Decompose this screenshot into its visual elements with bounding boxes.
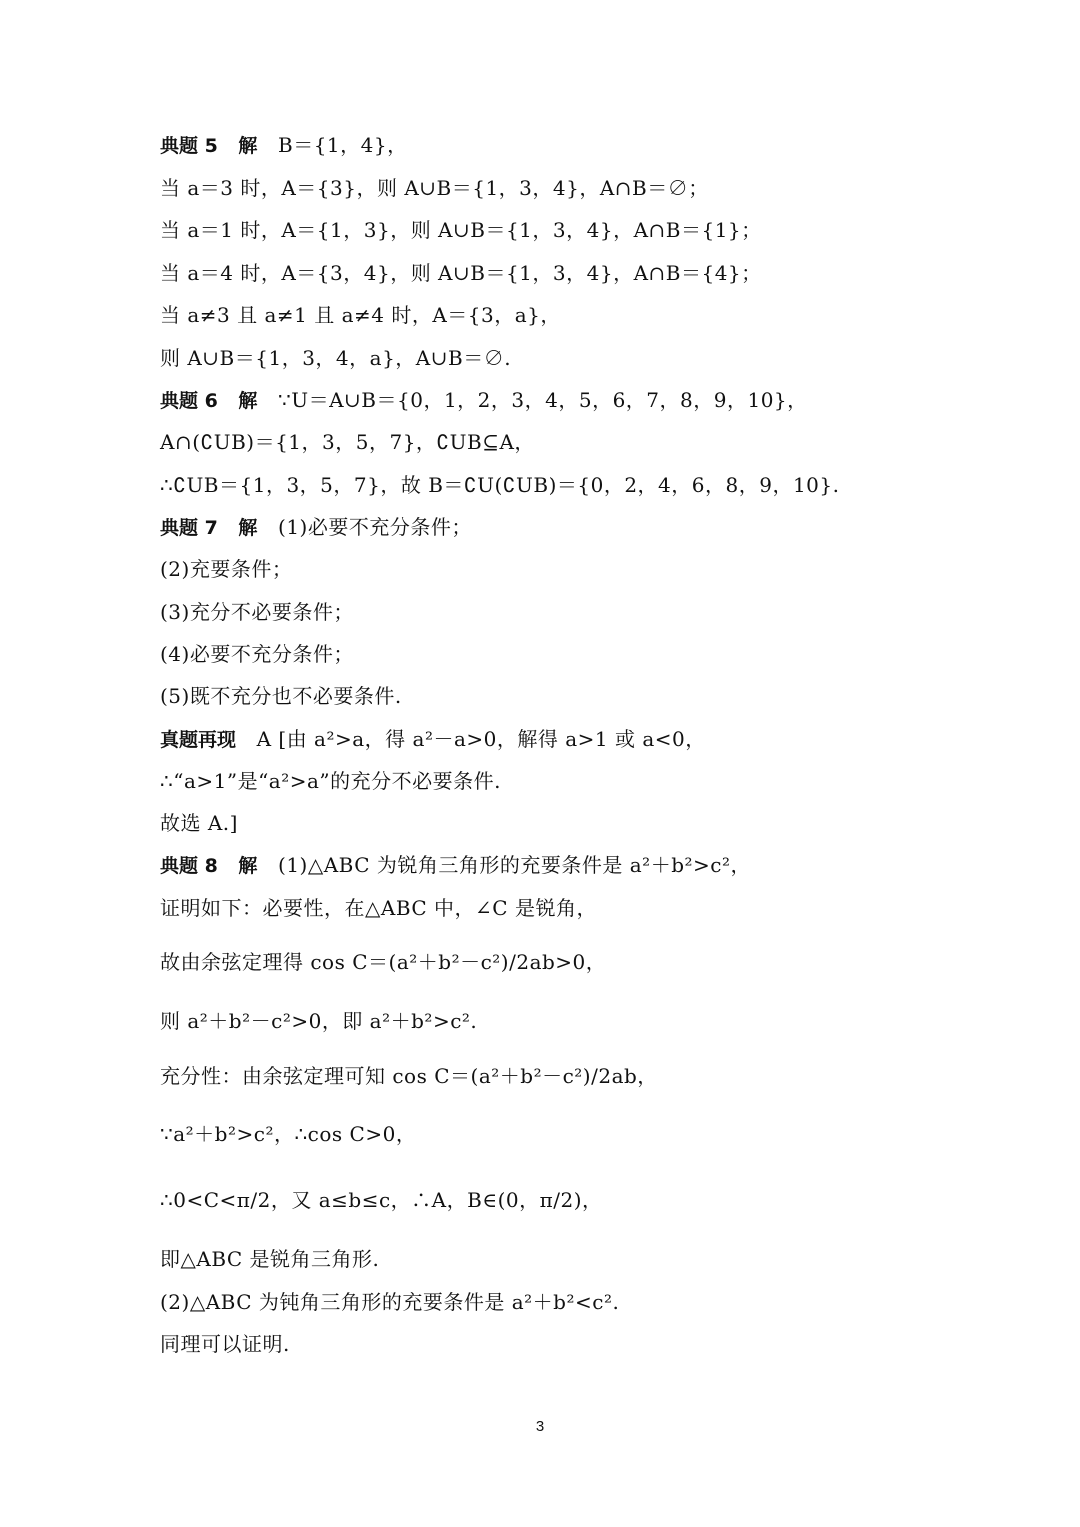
ex8-line-2: 证明如下：必要性，在△ABC 中，∠C 是锐角，	[160, 896, 597, 920]
ex5-label: 典题 5	[160, 135, 218, 157]
ex8-line-1	[160, 853, 751, 878]
ex6-label: 典题 6	[160, 390, 218, 412]
ex7-label: 典题 7	[160, 517, 218, 539]
solve-label: 解	[238, 135, 258, 157]
review-line-1	[160, 727, 706, 752]
review-label: 真题再现	[160, 729, 237, 751]
ex5-line-5: 当 a≠3 且 a≠1 且 a≠4 时，A＝{3，a}，	[160, 303, 561, 327]
ex6-text-1: ∵U＝A∪B＝{0，1，2，3，4，5，6，7，8，9，10}，	[278, 388, 808, 412]
ex6-line-2: A∩(∁UB)＝{1，3，5，7}，∁UB⊆A，	[160, 430, 535, 454]
review-line-3: 故选 A.]	[160, 811, 238, 835]
ex8-text-1: (1)△ABC 为锐角三角形的充要条件是 a²＋b²>c²，	[278, 853, 751, 877]
ex7-line-3: (3)充分不必要条件；	[160, 600, 354, 624]
review-line-2: ∴“a>1”是“a²>a”的充分不必要条件.	[160, 769, 502, 793]
ex8-line-5: 充分性：由余弦定理可知 cos C＝(a²＋b²－c²)/2ab，	[160, 1064, 658, 1088]
ex5-text-1: B＝{1，4}，	[278, 133, 408, 157]
solve-label: 解	[238, 390, 258, 412]
ex6-line-1	[160, 388, 808, 413]
ex8-line-8: 即△ABC 是锐角三角形.	[160, 1247, 380, 1271]
ex7-text-1: (1)必要不充分条件；	[278, 515, 472, 539]
ex8-line-7: ∴0<C<π/2，又 a≤b≤c，∴A，B∈(0，π/2)，	[160, 1188, 603, 1212]
ex7-line-4: (4)必要不充分条件；	[160, 642, 354, 666]
solve-label: 解	[238, 855, 258, 877]
ex8-line-9: (2)△ABC 为钝角三角形的充要条件是 a²＋b²<c².	[160, 1290, 620, 1314]
ex8-line-3: 故由余弦定理得 cos C＝(a²＋b²－c²)/2ab>0，	[160, 950, 607, 974]
ex8-line-4: 则 a²＋b²－c²>0，即 a²＋b²>c².	[160, 1009, 478, 1033]
ex8-label: 典题 8	[160, 855, 218, 877]
ex8-line-6: ∵a²＋b²>c²，∴cos C>0，	[160, 1122, 417, 1146]
ex8-line-10: 同理可以证明.	[160, 1332, 290, 1356]
ex7-line-5: (5)既不充分也不必要条件.	[160, 684, 402, 708]
ex5-line-3: 当 a＝1 时，A＝{1，3}，则 A∪B＝{1，3，4}，A∩B＝{1}；	[160, 218, 762, 242]
review-text-1: A [由 a²>a，得 a²－a>0，解得 a>1 或 a<0，	[256, 727, 706, 751]
solve-label: 解	[238, 517, 258, 539]
ex5-line-1	[160, 133, 408, 158]
ex5-line-4: 当 a＝4 时，A＝{3，4}，则 A∪B＝{1，3，4}，A∩B＝{4}；	[160, 261, 762, 285]
ex7-line-2: (2)充要条件；	[160, 557, 293, 581]
ex7-line-1	[160, 515, 472, 540]
ex5-line-6: 则 A∪B＝{1，3，4，a}，A∪B＝∅.	[160, 346, 512, 370]
ex5-line-2: 当 a＝3 时，A＝{3}，则 A∪B＝{1，3，4}，A∩B＝∅；	[160, 176, 709, 200]
ex6-line-3: ∴∁UB＝{1，3，5，7}，故 B＝∁U(∁UB)＝{0，2，4，6，8，9，10}.	[160, 473, 840, 497]
page-number: 3	[535, 1418, 545, 1435]
